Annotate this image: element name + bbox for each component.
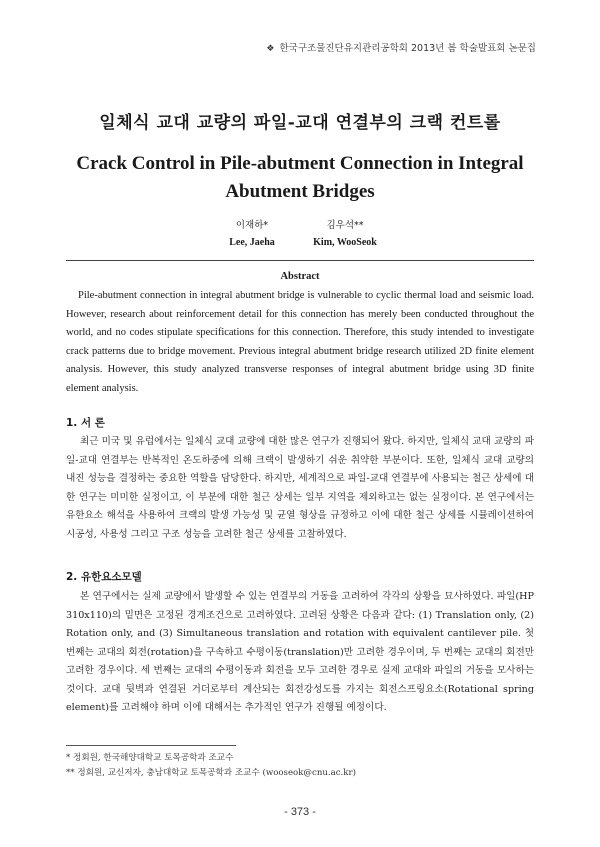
author-1 [212,217,292,248]
title-korean: 일체식 교대 교량의 파일-교대 연결부의 크랙 컨트롤 [99,113,501,133]
author-1-name-ko: 이재하* [235,220,269,231]
author-1-name-en: Lee, Jaeha [229,237,275,248]
section-2-heading: 2. 유한요소모델 [66,571,142,583]
author-2 [300,217,390,248]
footnote-divider [66,745,236,746]
footnote-2: ** 정회원, 교신저자, 충남대학교 토목공학과 조교수 (wooseok@cnu.ac.kr) [66,768,356,778]
section-1-heading: 1. 서 론 [66,417,105,429]
abstract-divider [66,260,534,261]
diamond-bullet-icon: ❖ [266,44,275,54]
section-1-text: 최근 미국 및 유럽에서는 일체식 교대 교량에 대한 많은 연구가 진행되어 왔다. 하지만, 일체식 교대 교량의 파일-교대 연결부는 반복적인 온도하중에 의해 크랙이 발생하기 쉬운 취약한 부분이다. 또한, 일체식 교대 교량의 내진 성능을 결정하는 중요한 역할을 담당한다. 하지만, 세계적으로 파일-교대 연결부에 사용되는 철근 상세에 대한 연구는 미미한 실정이고, 이 부분에 대한 철근 상세는 일부 지역을 제외하고는 없는 실정이다. 본 연구에서는 유한요소 해석을 사용하여 크랙의 발생 가능성 및 균열 형상을 규정하고 이에 대한 철근 상세를 시뮬레이션하여 시공성, 사용성 그리고 구조 성능을 고려한 철근 상세를 고찰하였다. [66,436,534,540]
author-2-name-en: Kim, WooSeok [313,237,377,248]
author-2-name-ko: 김우석** [326,220,364,231]
abstract-text: Pile-abutment connection in integral abutment bridge is vulnerable to cyclic thermal load and seismic load. However, research about reinforcement detail for this connection has merely been conducted throughout the world, and no codes stipulate specifications for this connection. Therefore, this study intended to investigate crack patterns due to bridge movement. Previous integral abutment bridge research utilized 2D finite element analysis. However, this study analyzed transverse responses of integral abutment bridge using 3D finite element analysis. [66,290,534,394]
section-2-text: 본 연구에서는 실제 교량에서 발생할 수 있는 연결부의 거동을 고려하여 각각의 상황을 묘사하였다. 파일(HP 310x110)의 밑면은 고정된 경계조건으로 고려하였다. 고려된 상황은 다음과 같다: (1) Translation only, (2) Rotation only, and (3) Simultaneous translation and rotation with equivalent cantilever pile. 첫 번째는 교대의 회전(rotation)을 구속하고 수평이동(translation)만 고려한 경우이며, 두 번째는 교대의 회전만 고려한 경우이다. 세 번째는 교대의 수평이동과 회전을 모두 고려한 경우로 실제 교대와 파일의 거동을 모사하는 것이다. 교대 뒷벽과 연결된 거더로부터 계산되는 회전강성도를 가지는 회전스프링요소(Rotational spring element)를 고려해야 하며 이에 대해서는 추가적인 연구가 진행될 예정이다. [66,591,534,713]
abstract-heading: Abstract [280,271,320,282]
running-header [266,40,536,54]
footnote-1: * 정회원, 한국해양대학교 토목공학과 조교수 [66,753,234,763]
running-header-text: 한국구조물진단유지관리공학회 2013년 봄 학술발표회 논문집 [279,43,536,54]
title-english: Crack Control in Pile-abutment Connection in Integral Abutment Bridges [76,153,524,202]
page-number: - 373 - [284,806,316,818]
